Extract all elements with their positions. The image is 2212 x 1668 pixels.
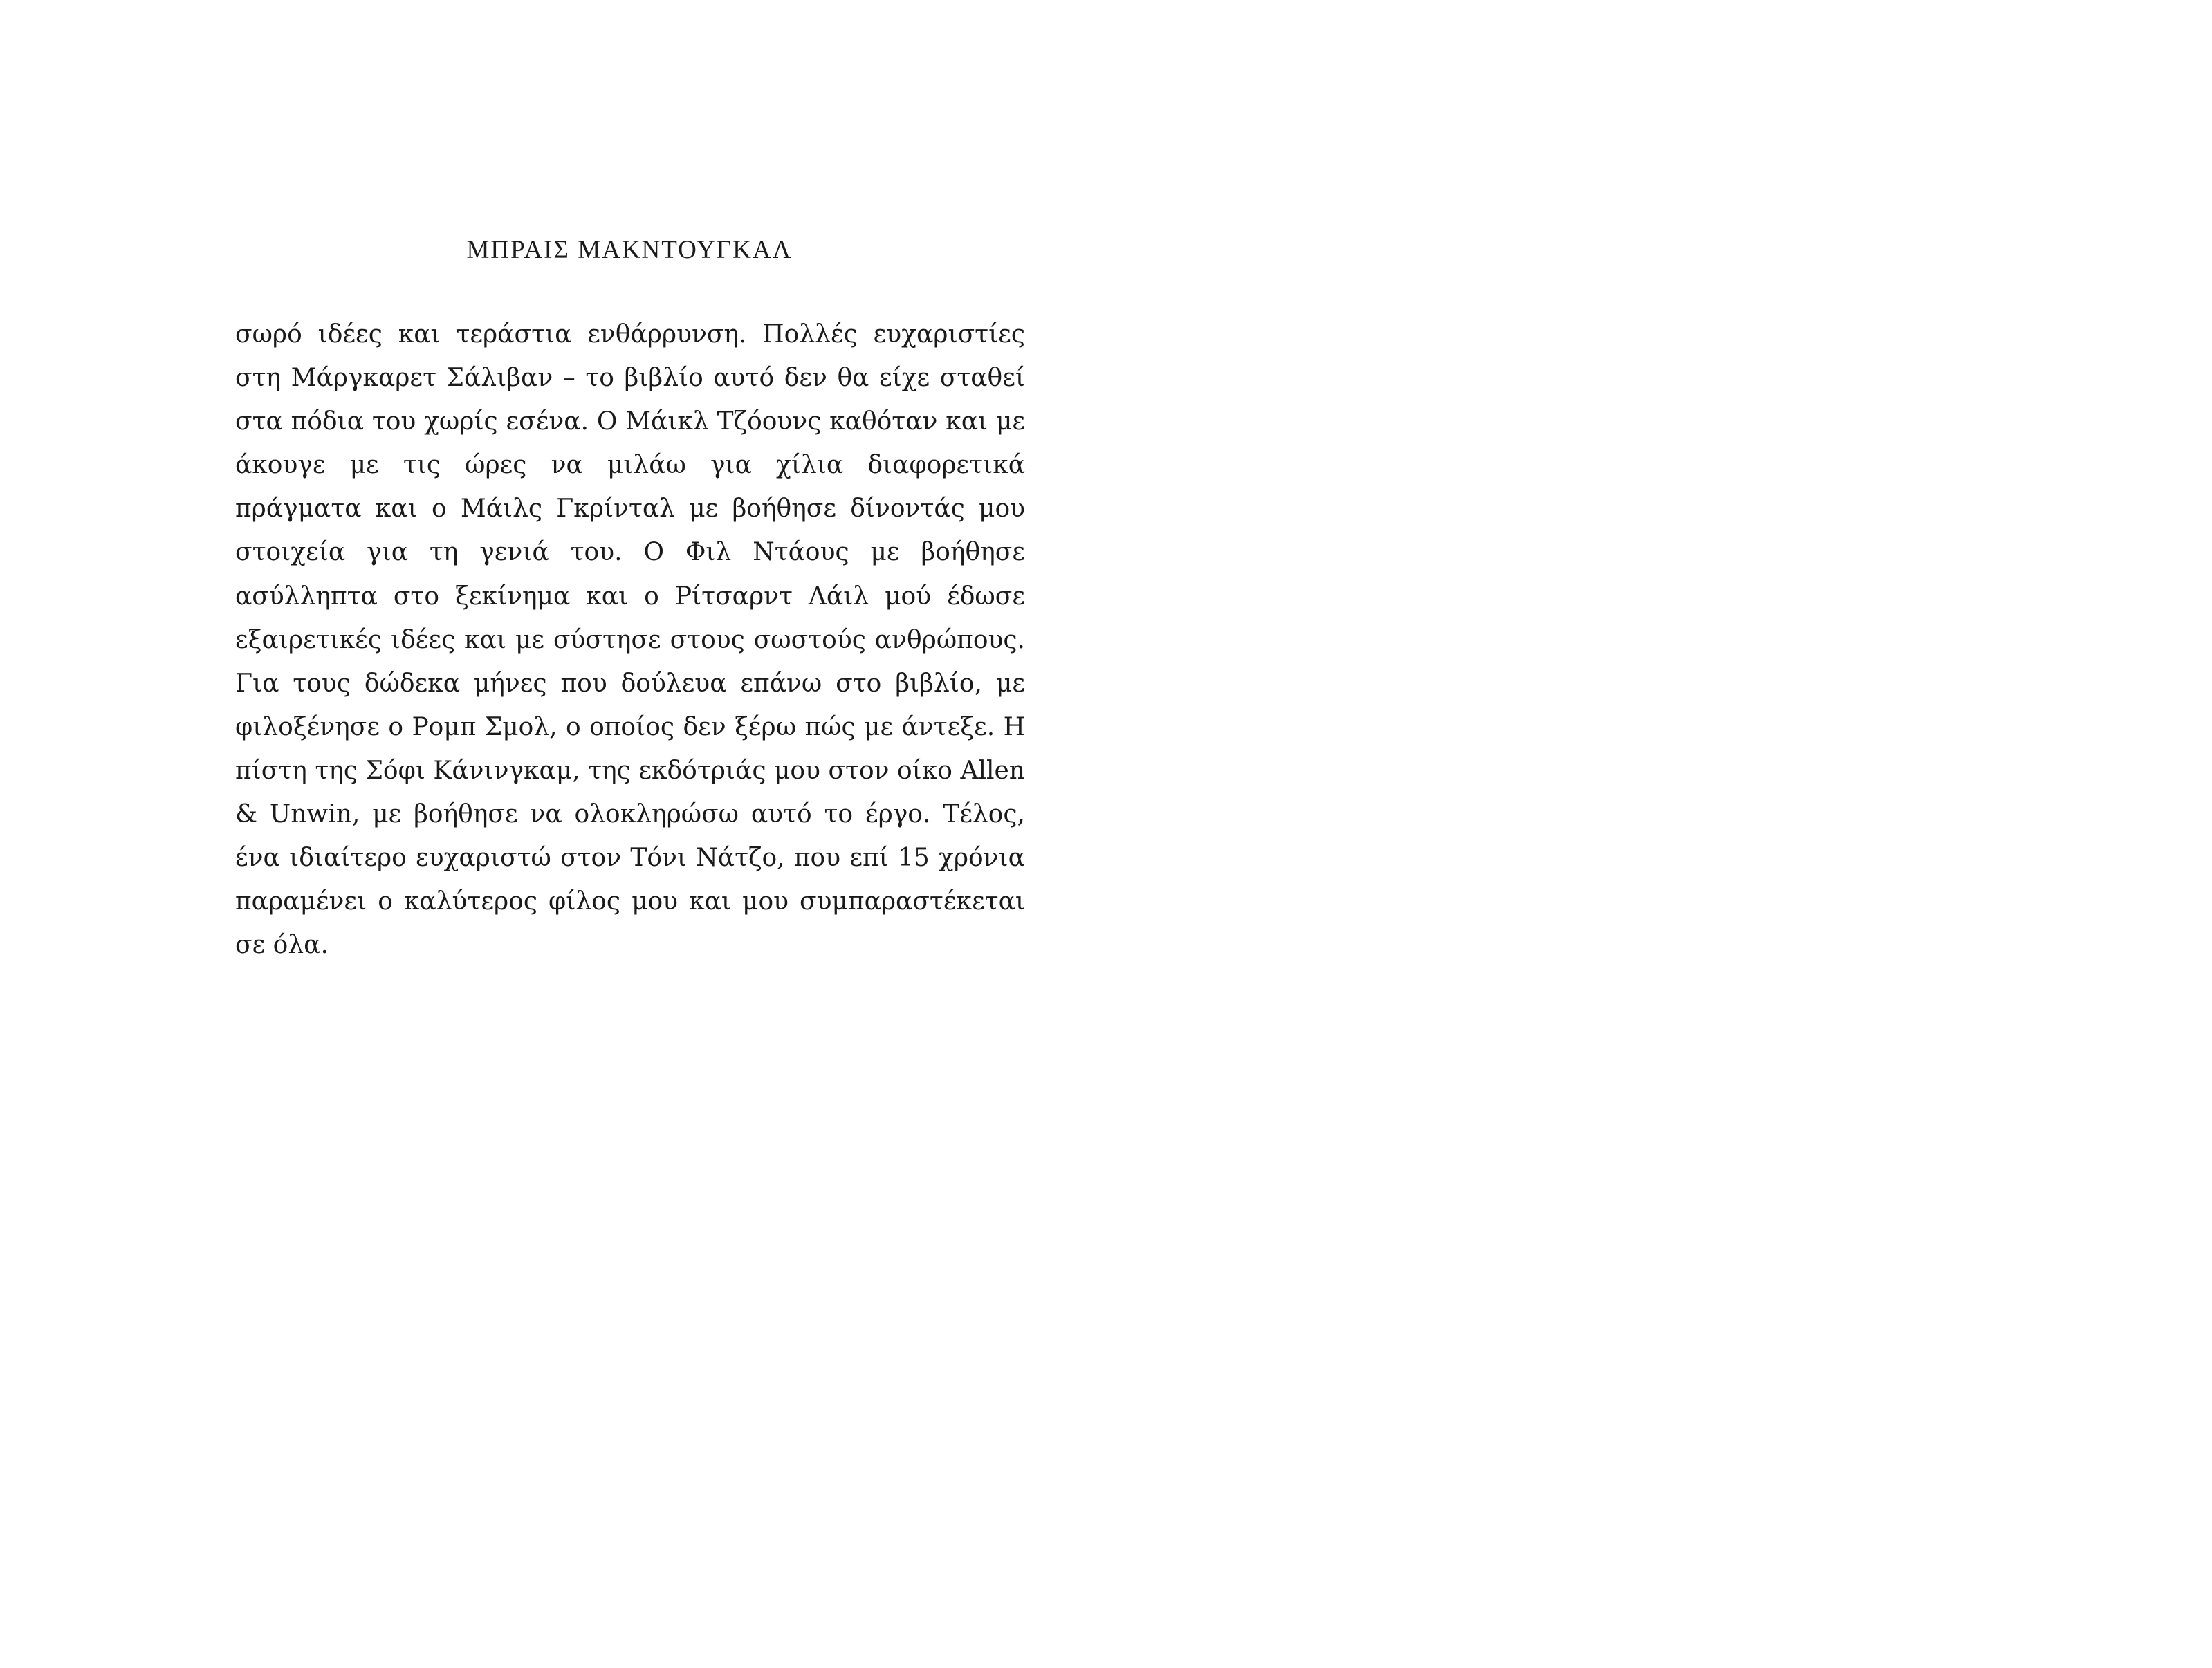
acknowledgements-paragraph: σωρό ιδέες και τεράστια ενθάρρυνση. Πολλές ευχαριστίες στη Μάργκαρετ Σάλιβαν – το βιβλίο αυτό δεν θα είχε σταθεί στα πόδια του χωρίς εσένα. Ο Μάικλ Τζόουνς καθόταν και με άκουγε με τις ώρες να μιλάω για χίλια διαφορετικά πράγματα και ο Μάιλς Γκρίνταλ με βοήθησε δίνοντάς μου στοιχεία για τη γενιά του. Ο Φιλ Ντάους με βοήθησε ασύλληπτα στο ξεκίνημα και ο Ρίτσαρντ Λάιλ μού έδωσε εξαιρετικές ιδέες και με σύστησε στους σωστούς ανθρώπους. Για τους δώδεκα μήνες που δούλευα επάνω στο βιβλίο, με φιλοξένησε ο Ρομπ Σμολ, ο οποίος δεν ξέρω πώς με άντεξε. Η πίστη της Σόφι Κάνινγκαμ, της εκδότριάς μου στον οίκο Allen & Unwin, με βοήθησε να ολοκληρώσω αυτό το έργο. Τέλος, ένα ιδιαίτερο ευχαριστώ στον Τόνι Νάτζο, που επί 15 χρόνια παραμένει ο καλύτερος φίλος μου και μου συμπαραστέκεται σε όλα. bbox=[235, 320, 1025, 960]
right-page bbox=[1106, 0, 2212, 1661]
left-page bbox=[0, 0, 1106, 1661]
running-head-author: ΜΠΡΑΙΣ ΜΑΚΝΤΟΥΓΚΑΛ bbox=[466, 236, 793, 264]
